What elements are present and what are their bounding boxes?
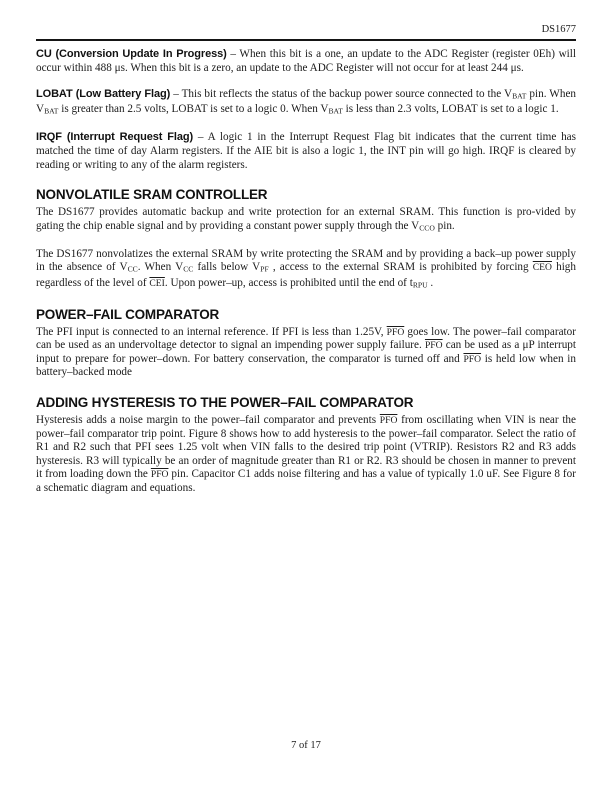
- text-segment: pin.: [434, 219, 455, 232]
- subscript-label: BAT: [328, 106, 343, 116]
- overline-signal-name: $\overline{PFO}$: [150, 469, 169, 481]
- text-segment: – This bit reflects the status of the backup power source connected to the V: [170, 88, 513, 101]
- page-footer: [0, 740, 612, 751]
- subscript-label: PF: [260, 264, 269, 274]
- text-segment: pin. Capacitor C1 adds noise filtering and has a value of typically 1.0 uF. See Figure 8 for a schematic diagram and equations.: [36, 468, 576, 494]
- paragraph-power-fail-comparator: [36, 326, 576, 380]
- paragraph-lobat-flag: [36, 88, 576, 118]
- text-segment: – When this bit is a one, an update to the ADC Register (register 0Eh) will occur within 488 μs. When this bit is a zero, an update to the ADC Register will not occur for at least 244 μs.: [36, 48, 576, 74]
- text-segment: The DS1677 provides automatic backup and write protection for an external SRAM. This function is pro-vided by gating the chip enable signal and by providing a constant power supply through the V: [36, 206, 576, 232]
- text-segment: goes low. The power–fail comparator can be used as an undervoltage detector to signal an impending power supply failure.: [36, 325, 576, 352]
- paragraph-sram-controller-2: [36, 248, 576, 292]
- run-in-heading: IRQF (Interrupt Request Flag): [36, 131, 194, 144]
- run-in-heading: CU (Conversion Update In Progress): [36, 48, 227, 60]
- paragraph-sram-controller-1: [36, 206, 576, 235]
- subscript-label: BAT: [44, 106, 59, 116]
- heading-nonvolatile-sram-controller: NONVOLATILE SRAM CONTROLLER: [36, 187, 268, 203]
- text-segment: .: [427, 276, 434, 289]
- text-segment: falls below V: [193, 261, 261, 274]
- overline-signal-name: $\overline{PFO}$: [463, 353, 482, 365]
- text-segment: from oscillating when VIN is near the power–fail comparator trip point. Figure 8 shows how to add hysteresis to the power–fail comparator. Select the ratio of R1 and R2 such that PFI sees 1.25 volt when VIN falls to the desired trip point (VTRIP). Resistors R2 and R3 adds hysteresis. R3 will typically be an order of magnitude greater than R1 or R2. R3 should be chosen in manner to prevent it from loading down the: [36, 414, 576, 481]
- page-number: 7 of 17: [291, 740, 321, 751]
- text-segment: is less than 2.3 volts, LOBAT is set to a logic 1.: [342, 103, 559, 116]
- overline-signal-name: $\overline{PFO}$: [424, 340, 443, 352]
- text-segment: . When V: [137, 261, 184, 274]
- overline-signal-name: $\overline{PFO}$: [386, 326, 405, 338]
- subscript-label: BAT: [512, 91, 527, 101]
- text-segment: , access to the external SRAM is prohibited by forcing: [268, 261, 533, 274]
- text-segment: can be used as a μP interrupt input to prepare for power–down. For battery conservation, the comparator is turned off and: [36, 339, 576, 365]
- paragraph-adding-hysteresis: [36, 414, 576, 496]
- doc-number: DS1677: [541, 24, 576, 35]
- overline-signal-name: $\overline{CEO}$: [532, 262, 552, 274]
- run-in-heading: LOBAT (Low Battery Flag): [36, 88, 171, 101]
- text-segment: pin. When V: [36, 88, 577, 116]
- subscript-label: CCO: [419, 223, 435, 233]
- text-segment: . Upon power–up, access is prohibited until the end of t: [164, 276, 413, 289]
- text-segment: is held low when in battery–backed mode: [36, 352, 576, 379]
- text-segment: is greater than 2.5 volts, LOBAT is set to a logic 0. When V: [58, 103, 329, 116]
- page-body: [36, 48, 576, 509]
- subscript-label: CC: [183, 264, 194, 274]
- overline-signal-name: $\overline{PFO}$: [379, 415, 398, 426]
- overline-signal-name: $\overline{CEI}$: [149, 277, 165, 289]
- subscript-label: CC: [127, 264, 138, 274]
- subscript-label: RPU: [412, 280, 428, 290]
- page-header: [36, 24, 576, 41]
- text-segment: The PFI input is connected to an internal reference. If PFI is less than 1.25V,: [36, 325, 387, 338]
- heading-adding-hysteresis: ADDING HYSTERESIS TO THE POWER–FAIL COMPARATOR: [36, 395, 414, 410]
- paragraph-irqf-flag: [36, 131, 576, 172]
- heading-power-fail-comparator: POWER–FAIL COMPARATOR: [36, 306, 220, 322]
- text-segment: The DS1677 nonvolatizes the external SRAM by write protecting the SRAM and by providing a back–up power supply in the absence of V: [36, 247, 576, 274]
- text-segment: Hysteresis adds a noise margin to the power–fail comparator and prevents: [36, 414, 380, 426]
- text-segment: – A logic 1 in the Interrupt Request Flag bit indicates that the current time has matched the time of day Alarm registers. If the AIE bit is also a logic 1, the INT pin will go high. IRQF is cleared by reading or writing to any of the alarm registers.: [36, 131, 576, 171]
- paragraph-cu-flag: [36, 48, 576, 75]
- text-segment: high regardless of the level of: [36, 261, 576, 289]
